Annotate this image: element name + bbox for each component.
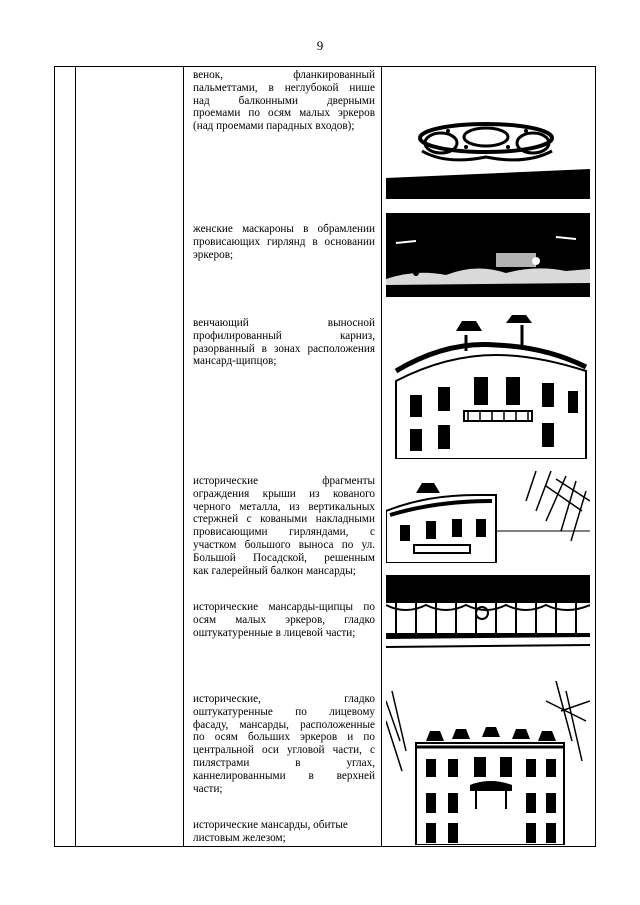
description-line: фасаду, мансарды, расположенные	[193, 718, 375, 731]
description-line: Большой Посадской, решенным	[193, 551, 375, 564]
description-line: над балконными дверными	[193, 94, 375, 107]
description-line: исторические, гладко	[193, 693, 375, 705]
description-line: части;	[193, 782, 223, 795]
table-column-divider	[183, 67, 184, 846]
description-line: осям малых эркеров, гладко	[193, 613, 375, 626]
description-line: провисающих гирлянд в основании	[193, 235, 375, 248]
description-line: мансард-щипцов;	[193, 355, 277, 368]
element-description	[193, 223, 375, 261]
description-line: оштукатуренные в лицевой части;	[193, 626, 356, 639]
description-line: венок, фланкированный	[193, 69, 375, 81]
photo-mansards-facade	[386, 681, 590, 845]
description-line: пальметтами, в неглубокой нише	[193, 81, 375, 94]
description-line: как галерейный балкон мансарды;	[193, 564, 356, 577]
description-line: разорванный в зонах расположения	[193, 342, 375, 355]
description-line: проемами по осям малых эркеров	[193, 107, 375, 120]
description-line: (над проемами парадных входов);	[193, 120, 355, 133]
table-column-divider	[381, 67, 382, 846]
description-line: исторические мансарды, обитые	[193, 819, 348, 831]
description-line: профилированный карниз,	[193, 329, 375, 342]
page-number: 9	[316, 38, 324, 53]
description-line: каннелированными в верхней	[193, 769, 375, 782]
description-line: оштукатуренные по лицевому	[193, 705, 375, 718]
table-column-divider	[75, 67, 76, 846]
description-line: пилястрами в углах,	[193, 756, 375, 769]
description-line: венчающий выносной	[193, 317, 375, 329]
photo-cornice-corner	[386, 311, 590, 459]
element-description	[193, 819, 375, 845]
photo-mascarons	[386, 213, 590, 297]
description-line: листовым железом;	[193, 831, 286, 844]
heritage-elements-table	[54, 66, 596, 847]
description-line: участком большого выноса по ул.	[193, 538, 375, 551]
photo-roof-railing	[386, 471, 590, 563]
element-description	[193, 693, 375, 795]
description-line: центральной оси угловой части, с	[193, 744, 375, 757]
description-line: исторические фрагменты	[193, 475, 375, 487]
description-line: исторические мансарды-щипцы по	[193, 601, 375, 613]
description-line: женские маскароны в обрамлении	[193, 223, 375, 235]
description-line: ограждения крыши из кованого	[193, 487, 375, 500]
description-line: черного металла, из вертикальных	[193, 500, 375, 513]
description-line: провисающими гирляндами, с	[193, 526, 375, 539]
description-line: по осям больших эркеров и по	[193, 731, 375, 744]
description-line: эркеров;	[193, 248, 234, 261]
element-description	[193, 317, 375, 368]
description-line: стержней с коваными накладными	[193, 513, 375, 526]
photo-wreath-ornament	[386, 73, 590, 199]
element-description	[193, 475, 375, 577]
photo-gallery-balcony	[386, 575, 590, 663]
element-description	[193, 601, 375, 639]
element-description	[193, 69, 375, 133]
